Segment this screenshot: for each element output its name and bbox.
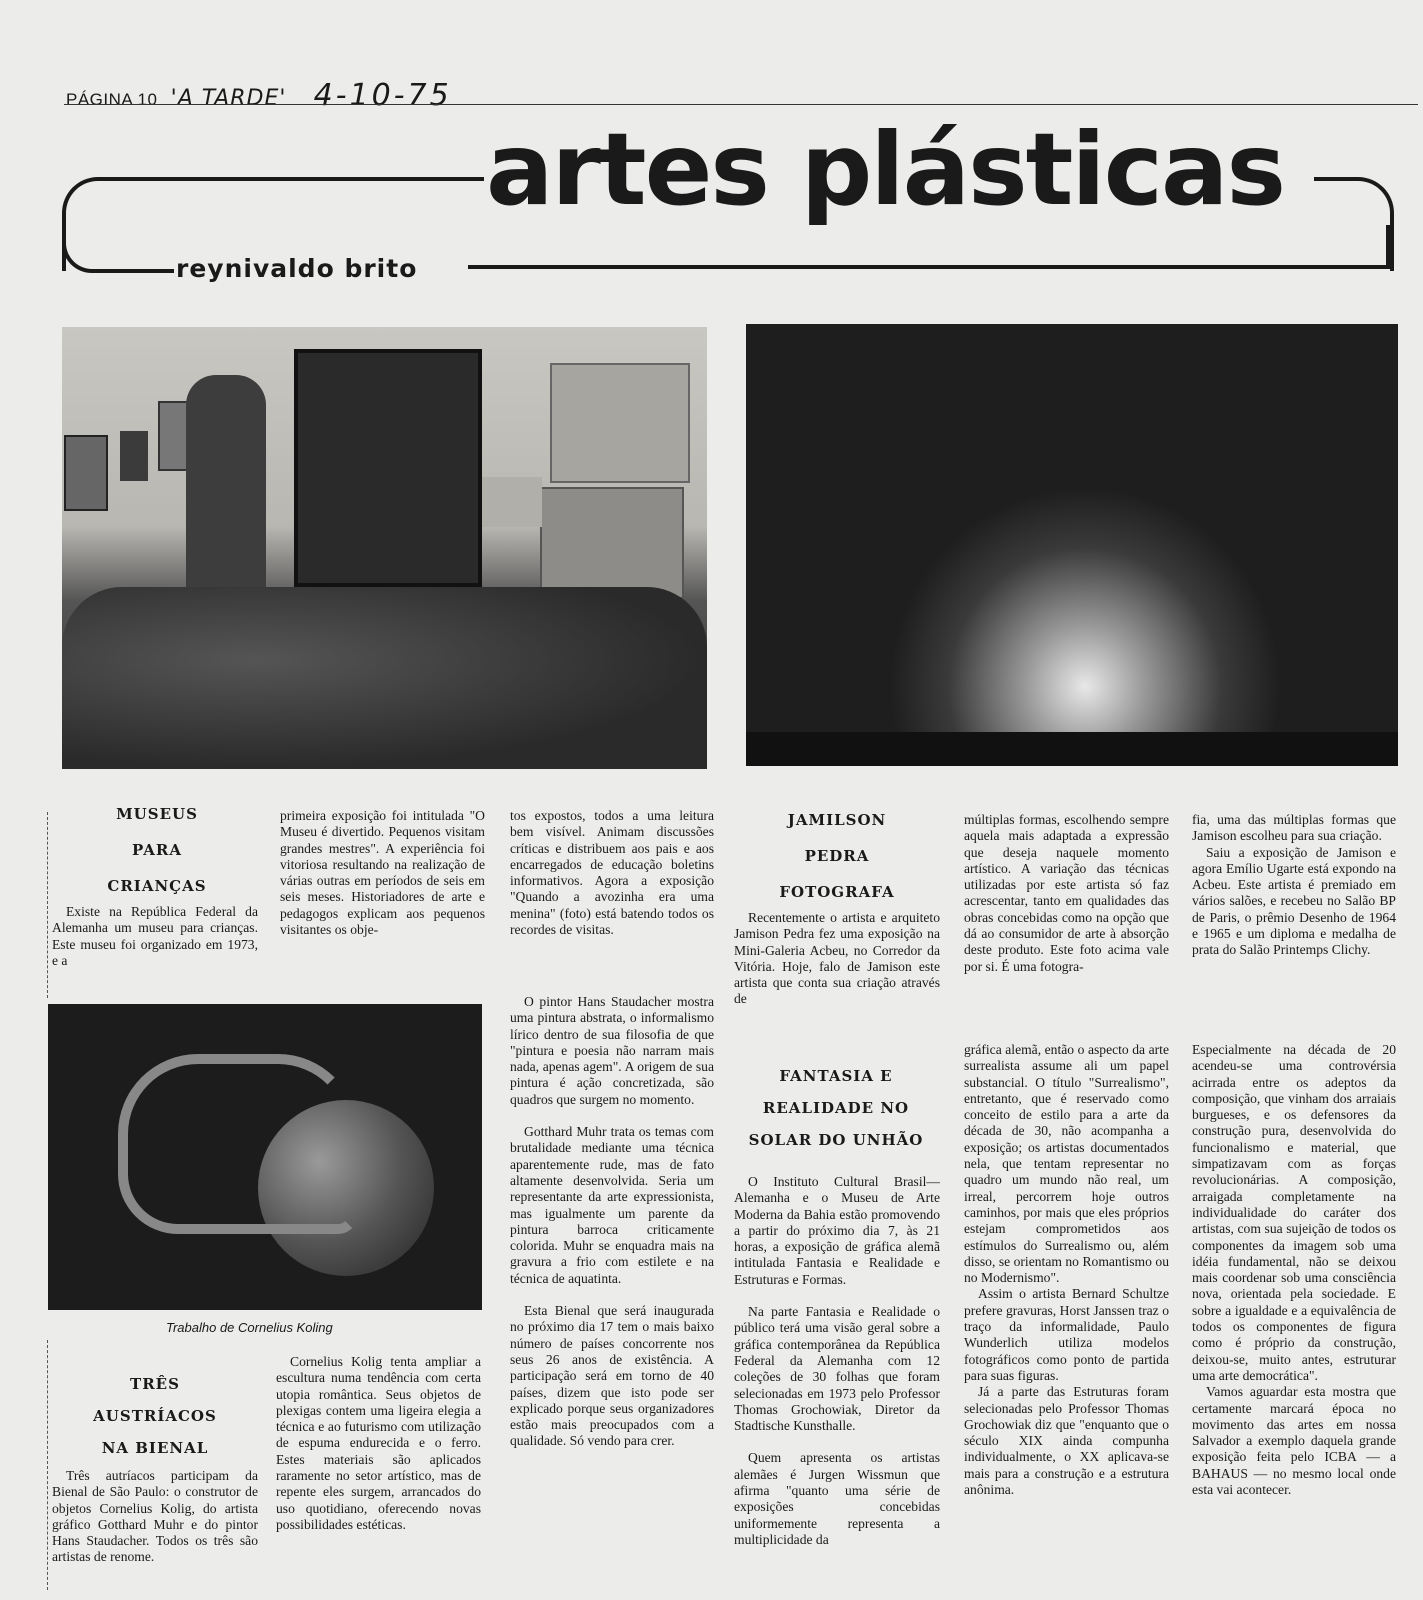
headline-line: CRIANÇAS <box>107 877 207 895</box>
headline-fantasia <box>730 1060 942 1156</box>
paragraph: Especialmente na década de 20 acendeu-se uma controvérsia acirrada entre os adeptos da composição, que vinham dos arraiais burgueses, e os defensores da construção pura, desenvolvida do funcionalismo e material, que simpatizavam com as forças revolucionárias. A composição, arraigada completamente na individualidade do caráter dos artistas, com sua sujeição de todos os componentes da imagem sob uma idéia fundamental, não se deixou mais coordenar sob uma consciência nova, orientada pela sociedade. E sobre a igualdade e a equivalência de todos os componentes de figura como é próprio da construção, deixou-se, muito antes, estruturar uma arte democrática". <box>1192 1042 1396 1383</box>
horizon-silhouette <box>746 732 1398 766</box>
paragraph: Quem apresenta os artistas alemães é Jurgen Wissmun que afirma "quanto uma série de exposições concebidas uniformemente representa a multiplicidade da <box>734 1450 940 1547</box>
headline-museus <box>52 796 262 904</box>
article-fantasia-col1 <box>734 1174 940 1548</box>
painting-grandmother <box>294 349 482 587</box>
paragraph: Saiu a exposição de Jamison e agora Emílio Ugarte está expondo na Acbeu. Este artista é premiado em vários salões, e recebeu no Salão BP de Paris, o prêmio Desenho de 1964 e 1965 e um diploma e medalha de prata do Salão Printemps Clichy. <box>1192 844 1396 958</box>
paragraph: Existe na República Federal da Alemanha um museu para crianças. Este museu foi organizado em 1973, e a <box>52 904 258 968</box>
paragraph: O pintor Hans Staudacher mostra uma pintura abstrata, o informalismo lírico dentro de sua filosofia de que "pintura e poesia não narram mais nada, apenas agem". A origem de sua pintura é ação concretizada, são quadros que surgem no momento. <box>510 994 714 1107</box>
teacher-figure <box>186 375 266 605</box>
headline-austriacos <box>52 1368 258 1464</box>
article-museus-col2 <box>280 808 485 938</box>
article-jamilson-col3 <box>1192 812 1396 959</box>
paragraph: Assim o artista Bernard Schultze prefere gravuras, Horst Janssen traz o traço da informalidade, Paulo Wunderlich utiliza modelos fotográficos como ponto de partida para suas figuras. <box>964 1286 1169 1383</box>
article-fantasia-col2 <box>964 1042 1169 1498</box>
headline-line: REALIDADE NO <box>762 1099 910 1117</box>
headline-line: NA BIENAL <box>101 1439 209 1457</box>
newspaper-name: 'A TARDE' <box>170 86 287 111</box>
header-rule <box>64 104 1418 105</box>
paragraph: Três autríacos participam da Bienal de São Paulo: o construtor de objetos Cornelius Kolig, do artista gráfico Gotthard Muhr e do pintor Hans Staudacher. Todos os três são artistas de renome. <box>52 1468 258 1565</box>
article-jamilson-col2 <box>964 812 1169 975</box>
article-museus-col1 <box>52 904 258 969</box>
paragraph: primeira exposição foi intitulada "O Museu é divertido. Pequenos visitam grandes mestres". A experiência foi vitoriosa resultando na realização de várias outras em períodos de seis em seis meses. Historiadores de arte e pedagogos explicam aos pequenos visitantes os obje- <box>280 808 485 938</box>
night-landscape-photo <box>746 324 1398 766</box>
article-jamilson-col1 <box>734 910 940 1008</box>
paragraph: múltiplas formas, escolhendo sempre aquela mais adaptada a expressão que deseja naquele momento artístico. A variação das técnicas utilizadas por este artista só faz acrescentar, tanto em qualidades das obras concebidas como na opção que dá ao consumidor de arte à absorção deste produto. Este foto acima vale por si. É uma fotogra- <box>964 812 1169 974</box>
handwritten-date: 4-10-75 <box>313 78 452 113</box>
article-austriacos-col1 <box>52 1468 258 1566</box>
paragraph: fia, uma das múltiplas formas que Jamison escolheu para sua criação. <box>1192 812 1396 844</box>
article-austriacos-col2 <box>276 1354 481 1533</box>
sculpture-arcs <box>118 1054 358 1234</box>
page-header <box>66 78 452 113</box>
left-margin-rule <box>47 812 48 998</box>
headline-line: AUSTRÍACOS <box>93 1407 217 1425</box>
display-board-lower <box>540 487 684 599</box>
paragraph: gráfica alemã, então o aspecto da arte surrealista assume ali um papel substancial. O título "Surrealismo", entretanto, que é reservado como conceito de estilo para a arte da década de 30, não acompanha a exposição; os artistas documentados nela, que tentam representar no quadro um mundo não real, um irreal, percorrem hoje outros caminhos, por mais que eles próprios estejam comprometidos aos estímulos do Surrealismo ou, além disso, se orientam no Romantismo ou no Modernismo". <box>964 1042 1169 1286</box>
byline: reynivaldo brito <box>176 254 418 283</box>
paragraph: Recentemente o artista e arquiteto Jamison Pedra fez uma exposição na Mini-Galeria Acbeu, no Corredor da Vitória. Hoje, falo de Jamison este artista que conta sua criação através de <box>734 910 940 1007</box>
museum-children-photo <box>62 327 707 769</box>
display-board-upper <box>550 363 690 483</box>
article-austriacos-col3 <box>510 994 714 1450</box>
headline-line: JAMILSON <box>787 811 887 829</box>
small-frame-left <box>64 435 108 511</box>
paragraph: Gotthard Muhr trata os temas com brutalidade mediante uma técnica aparentemente rude, mas de fato altamente desenvolvida. Seria um representante da arte expressionista, mas igualmente um parente da pintura barroca criticamente colorida. Muhr se enquadra mais na gravura a frio com estilete e na técnica de aquatinta. <box>510 1124 714 1286</box>
headline-line: PARA <box>132 841 182 859</box>
paragraph: Na parte Fantasia e Realidade o público terá uma visão geral sobre a gráfica contemporânea da República Federal da Alemanha com 12 coleções de 30 folhas que foram selecionadas em 1973 pelo Professor Thomas Grochowiak, Diretor da Stadtische Kunsthalle. <box>734 1304 940 1434</box>
paragraph: Cornelius Kolig tenta ampliar a escultura numa tendência com certa utopia romântica. Seus objetos de plexigas contem uma ligeira elegia a técnica e ao futurismo com utilização de espuma endurecida e o ferro. Estes materiais são aplicados raramente no setor artístico, mas de repente eles surgem, arrancados do uso quotidiano, oferecendo novas possibilidades estéticas. <box>276 1354 481 1532</box>
article-fantasia-col3 <box>1192 1042 1396 1498</box>
small-frame-2 <box>120 431 148 481</box>
title-frame-right-down <box>1386 225 1390 269</box>
display-board-small <box>482 477 542 527</box>
section-title: artes plásticas <box>486 111 1284 228</box>
left-margin-rule-lower <box>47 1340 48 1590</box>
headline-line: MUSEUS <box>116 805 198 823</box>
title-frame-bottom-right <box>468 265 1390 269</box>
headline-line: SOLAR DO UNHÃO <box>748 1131 924 1149</box>
headline-line: FOTOGRAFA <box>779 883 895 901</box>
sculpture-photo <box>48 1004 482 1310</box>
paragraph: Esta Bienal que será inaugurada no próximo dia 17 tem o mais baixo número de países concorrente nos seus 26 anos de existência. A participação será em torno de 40 países, dizem que isto pode ser explicado porque seus organizadores estão mais preocupados com a qualidade. Só vendo para crer. <box>510 1303 714 1449</box>
headline-line: TRÊS <box>130 1375 180 1393</box>
headline-jamilson <box>734 802 940 910</box>
title-frame-bottom-left <box>62 229 174 273</box>
title-frame-top-right <box>1314 177 1394 271</box>
paragraph: Já a parte das Estruturas foram selecionadas pelo Professor Thomas Grochowiak diz que "enquanto que o século XIX ainda compunha individualmente, o XX aplicava-se mais para a construção e a estrutura anônima. <box>964 1384 1169 1498</box>
page-label: PÁGINA 10 <box>66 90 158 109</box>
paragraph: Vamos aguardar esta mostra que certamente marcará época no movimento das artes em nossa Salvador a exemplo daquela grande exposição feita pelo ICBA — a BAHAUS — no mesmo local onde esta vai acontecer. <box>1192 1384 1396 1498</box>
paragraph: tos expostos, todos a uma leitura bem visível. Animam discussões críticas e distribuem aos pais e aos encarregados de educação boletins informativos. Agora a exposição "Quando a avozinha era uma menina" (foto) está batendo todos os recordes de visitas. <box>510 808 714 938</box>
headline-line: FANTASIA E <box>779 1067 893 1085</box>
paragraph: O Instituto Cultural Brasil—Alemanha e o Museu de Arte Moderna da Bahia estão promovendo a partir do próximo dia 7, às 21 horas, a exposição de gráfica alemã intitulada Fantasia e Realidade e Estruturas e Formas. <box>734 1174 940 1287</box>
children-group <box>62 587 707 769</box>
photo-caption: Trabalho de Cornelius Koling <box>166 1320 333 1335</box>
headline-line: PEDRA <box>804 847 870 865</box>
article-museus-col3 <box>510 808 714 938</box>
